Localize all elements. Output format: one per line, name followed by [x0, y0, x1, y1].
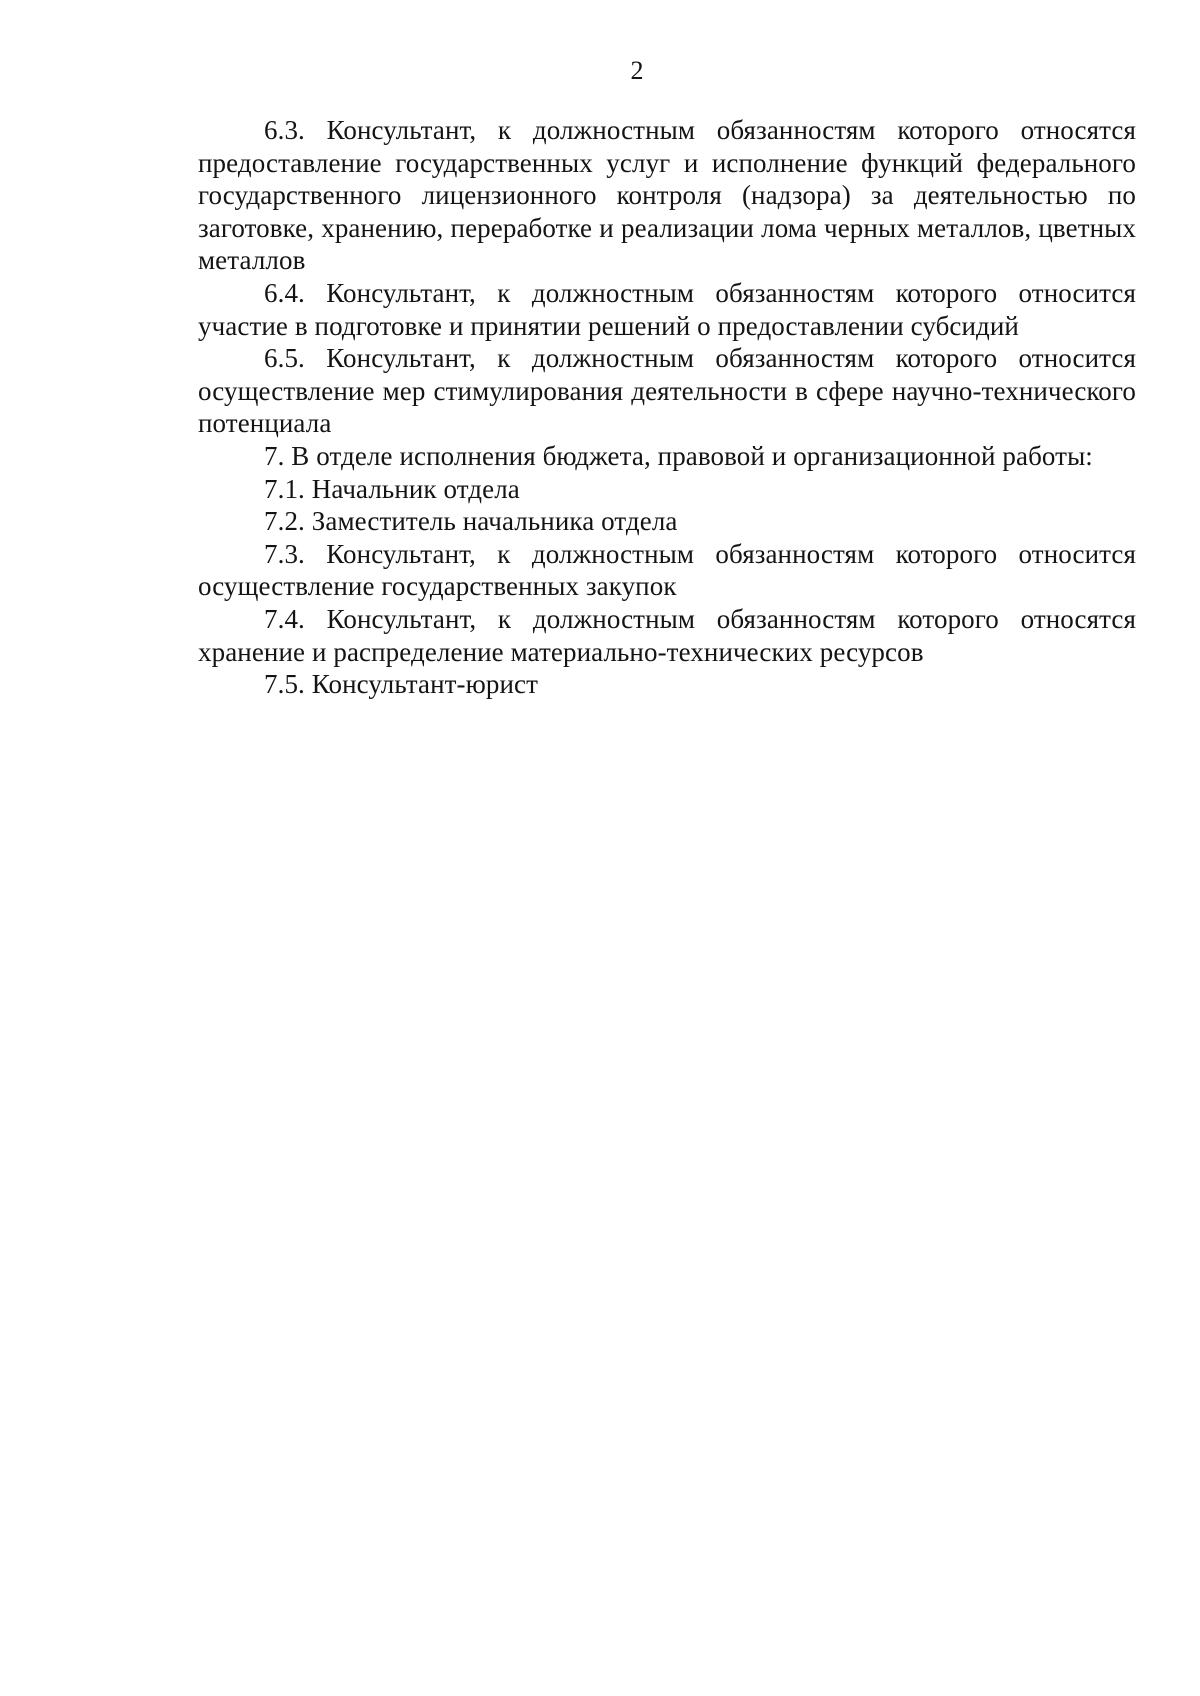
paragraph-7-1: 7.1. Начальник отдела [264, 473, 520, 504]
paragraph-7-2: 7.2. Заместитель начальника отдела [264, 506, 678, 537]
paragraph-7-3: 7.3. Консультант, к должностным обязанностям которого относится осуществление государственных закупок [198, 538, 1136, 602]
paragraph-7-5: 7.5. Консультант-юрист [264, 669, 539, 700]
page-number: 2 [630, 56, 644, 85]
paragraph-6-5: 6.5. Консультант, к должностным обязанностям которого относится осуществление мер стимулирования деятельности в сфере научно-технического потенциала [198, 343, 1136, 439]
paragraph-6-3: 6.3. Консультант, к должностным обязанностям которого относятся предоставление государственных услуг и исполнение функций федерального государственного лицензионного контроля (надзора) за деятельностью по заготовке, хранению, переработке и реализации лома черных металлов, цветных металлов [198, 115, 1136, 276]
paragraph-7-4: 7.4. Консультант, к должностным обязанностям которого относятся хранение и распределение материально-технических ресурсов [198, 603, 1136, 667]
paragraph-6-4: 6.4. Консультант, к должностным обязанностям которого относится участие в подготовке и принятии решений о предоставлении субсидий [198, 277, 1136, 341]
document-body [198, 114, 1136, 701]
paragraph-7: 7. В отделе исполнения бюджета, правовой и организационной работы: [264, 440, 1093, 471]
